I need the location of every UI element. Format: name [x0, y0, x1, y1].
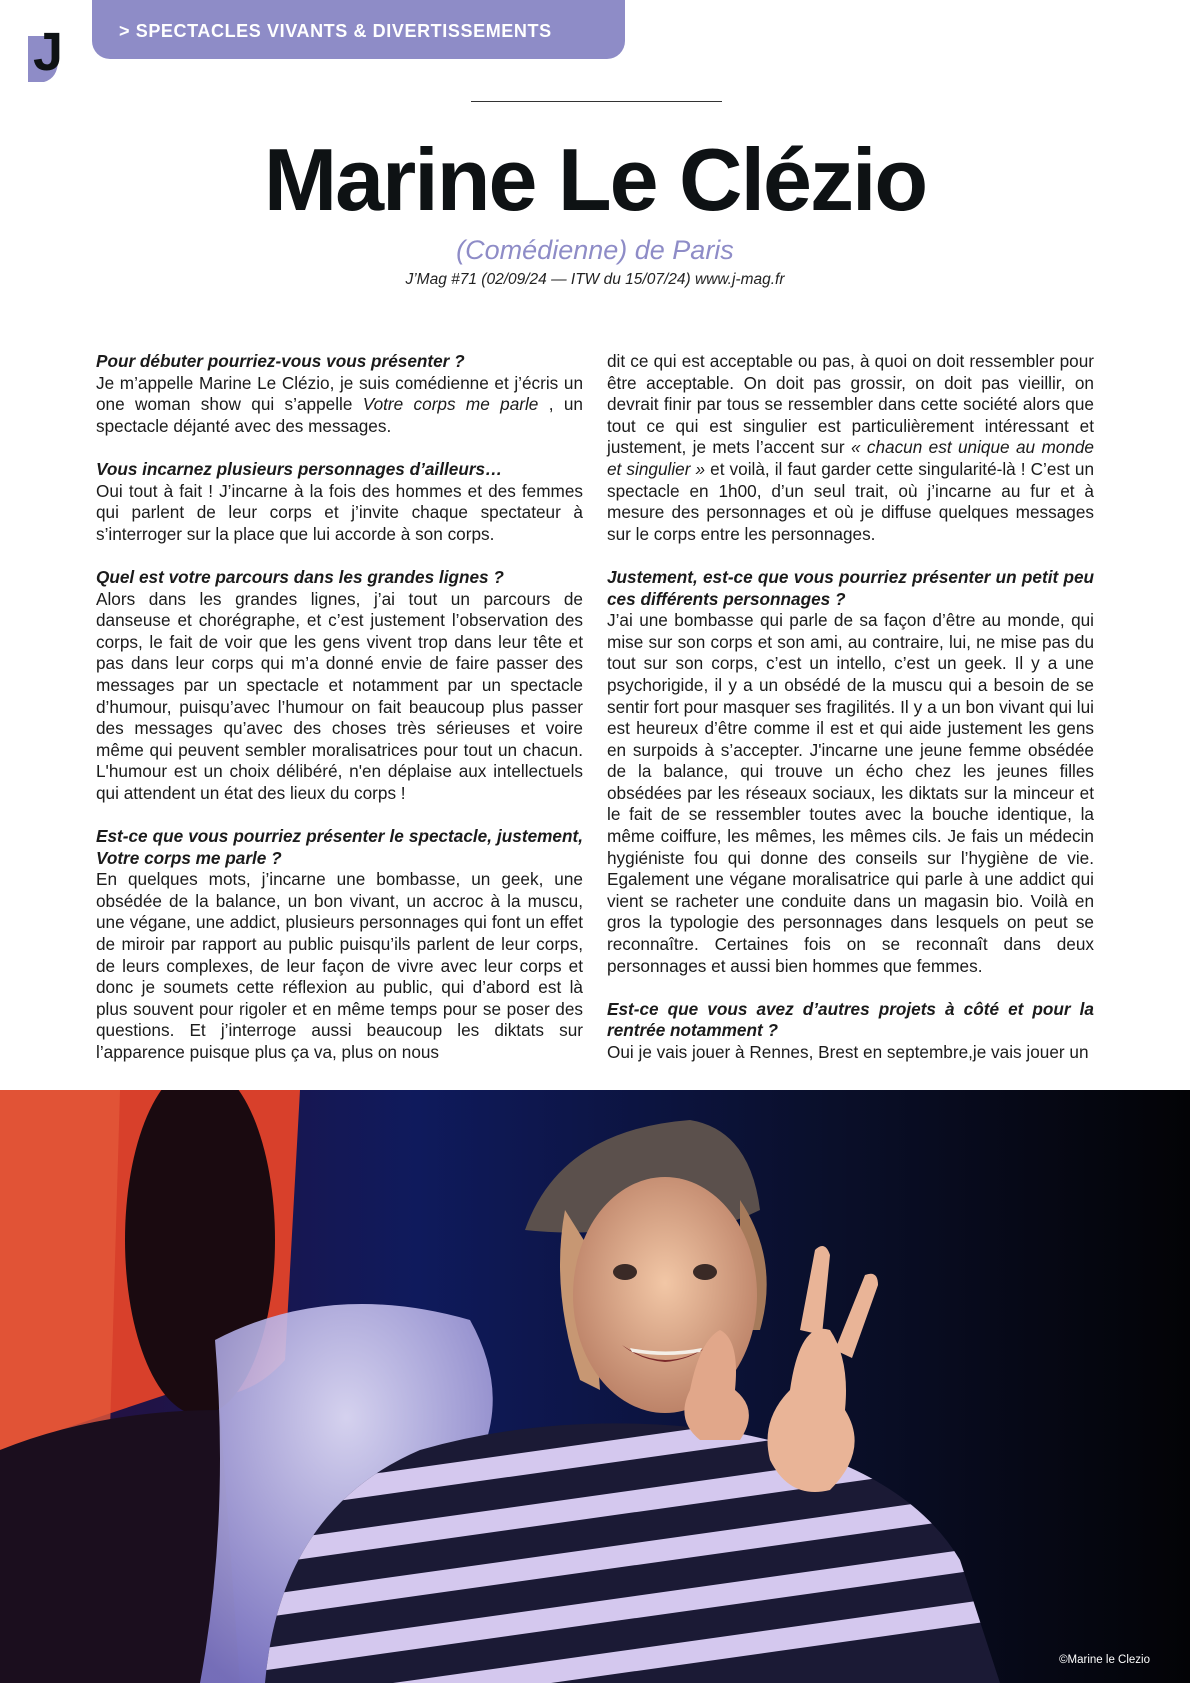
answer-text: Oui je vais jouer à Rennes, Brest en septembre,je vais jouer un [607, 1042, 1089, 1062]
answer-text: En quelques mots, j’incarne une bombasse, un geek, une obsédée de la balance, un bon vivant, un accroc à la muscu, une végane, une addict, plusieurs personnages qui font un effet de miroir par rapport au public puisqu’ils parlent de leur corps, de leurs complexes, de leur façon de vivre avec leur corps et donc je soumets cette réflexion au public, qui d’abord est là plus souvent pour rigoler et en même temps pour se poser des questions. Et j’interroge aussi beaucoup les diktats sur l’apparence puisque plus ça va, plus on nous [96, 869, 583, 1062]
answer-text: et voilà, il faut garder cette singularité-là ! C’est un spectacle en 1h00, d’un seul trait, où j’incarne au fur et à mesure des personnages et où je diffuse quelques messages sur le corps entre les personnages. [607, 458, 1094, 544]
photo-credit: ©Marine le Clezio [1059, 1654, 1150, 1666]
question: Pour débuter pourriez-vous vous présenter ? [96, 351, 465, 371]
qa-block [96, 826, 583, 1064]
qa-block [607, 999, 1094, 1064]
qa-block [607, 351, 1094, 545]
answer-text: Alors dans les grandes lignes, j’ai tout un parcours de danseuse et chorégraphe, et c’est justement l’observation des corps, le fait de voir que les gens vivent trop dans leur tête et pas dans leur corps qui m’a donné envie de faire passer des messages par un spectacle et notamment par un spectacle d’humour, puisqu’avec l’humour on fait beaucoup plus passer des messages qu’avec des choses très sérieuses et voire même qui peuvent sembler moralisatrices pour tout un chacun. L'humour est un choix délibéré, n'en déplaise aux intellectuels qui attendent un état des lieux du corps ! [96, 588, 583, 803]
article-meta: J’Mag #71 (02/09/24 — ITW du 15/07/24) www.j-mag.fr [405, 271, 785, 288]
title-divider [471, 101, 722, 102]
qa-block [96, 351, 583, 437]
question: Est-ce que vous pourriez présenter le spectacle, justement, Votre corps me parle ? [96, 826, 583, 868]
qa-block [96, 567, 583, 805]
question: Vous incarnez plusieurs personnages d’ailleurs… [96, 458, 503, 479]
answer-text: Oui tout à fait ! J’incarne à la fois des hommes et des femmes qui parlent de leur corps et j’invite chaque spectateur à s’interroger sur la place que lui accorde à son corps. [96, 480, 583, 544]
qa-block [96, 459, 583, 545]
answer-text: J’ai une bombasse qui parle de sa façon d’être au monde, qui mise sur son corps et son ami, au contraire, lui, ne mise pas du tout sur son corps, c’est un intello, c’est un geek. Il y a une psychorigide, il y a un obsédé de la muscu qui a besoin de se sentir fort pour masquer ses fragilités. Il y a un bon vivant qui lui est heureux d’être comme il est et qui aide justement les gens en surpoids à s’accepter. J'incarne une jeune femme obsédée de la balance, qui trouve un écho chez les jeunes filles obsédées par les réseaux sociaux, les diktats sur la minceur et le fait de se ressembler toutes avec la bouche identique, la même coiffure, les mêmes, les mêmes cils. Je fais un médecin hygiéniste fou qui donne des conseils sur l’hygiène de vie. Egalement une végane moralisatrice qui parle à une addict qui vient se racheter une conduite dans un magasin bio. Voilà en gros la typologie des personnages dans lesquels on peut se reconnaître. Certaines fois on se reconnaît dans deux personnages et aussi bien hommes que femmes. [607, 610, 1094, 976]
answer-text: dit ce qui est acceptable ou pas, à quoi on doit ressembler pour être acceptable. On doit pas grossir, on doit pas vieillir, on devrait finir par tous se ressembler dans cette société alors que tout ce qui est singulier est particulièrement intéressant et justement, je mets l’accent sur [607, 351, 1094, 458]
qa-block [607, 567, 1094, 977]
answer-text: Je m’appelle Marine Le Clézio, je suis comédienne et j’écris un one woman show qui s’appelle [96, 372, 583, 415]
question: Quel est votre parcours dans les grandes lignes ? [96, 566, 504, 587]
article-subtitle: (Comédienne) de Paris [456, 235, 734, 265]
logo-letter: J [32, 22, 64, 82]
answer-text: , un spectacle déjanté avec des messages. [96, 394, 583, 436]
column-left [96, 351, 583, 1064]
quote-text: « chacun est unique au monde et singulier » [607, 437, 1094, 479]
article-title: Marine Le Clézio [263, 130, 927, 229]
section-rubric [92, 0, 625, 59]
show-title: Votre corps me parle [362, 394, 539, 415]
stage-photo [0, 1090, 1190, 1683]
question: Justement, est-ce que vous pourriez présenter un petit peu ces différents personnages ? [607, 566, 1094, 609]
magazine-logo [28, 22, 70, 82]
rubric-label: > SPECTACLES VIVANTS & DIVERTISSEMENTS [119, 21, 552, 41]
column-right [607, 351, 1094, 1064]
question: Est-ce que vous avez d’autres projets à côté et pour la rentrée notamment ? [607, 998, 1094, 1041]
